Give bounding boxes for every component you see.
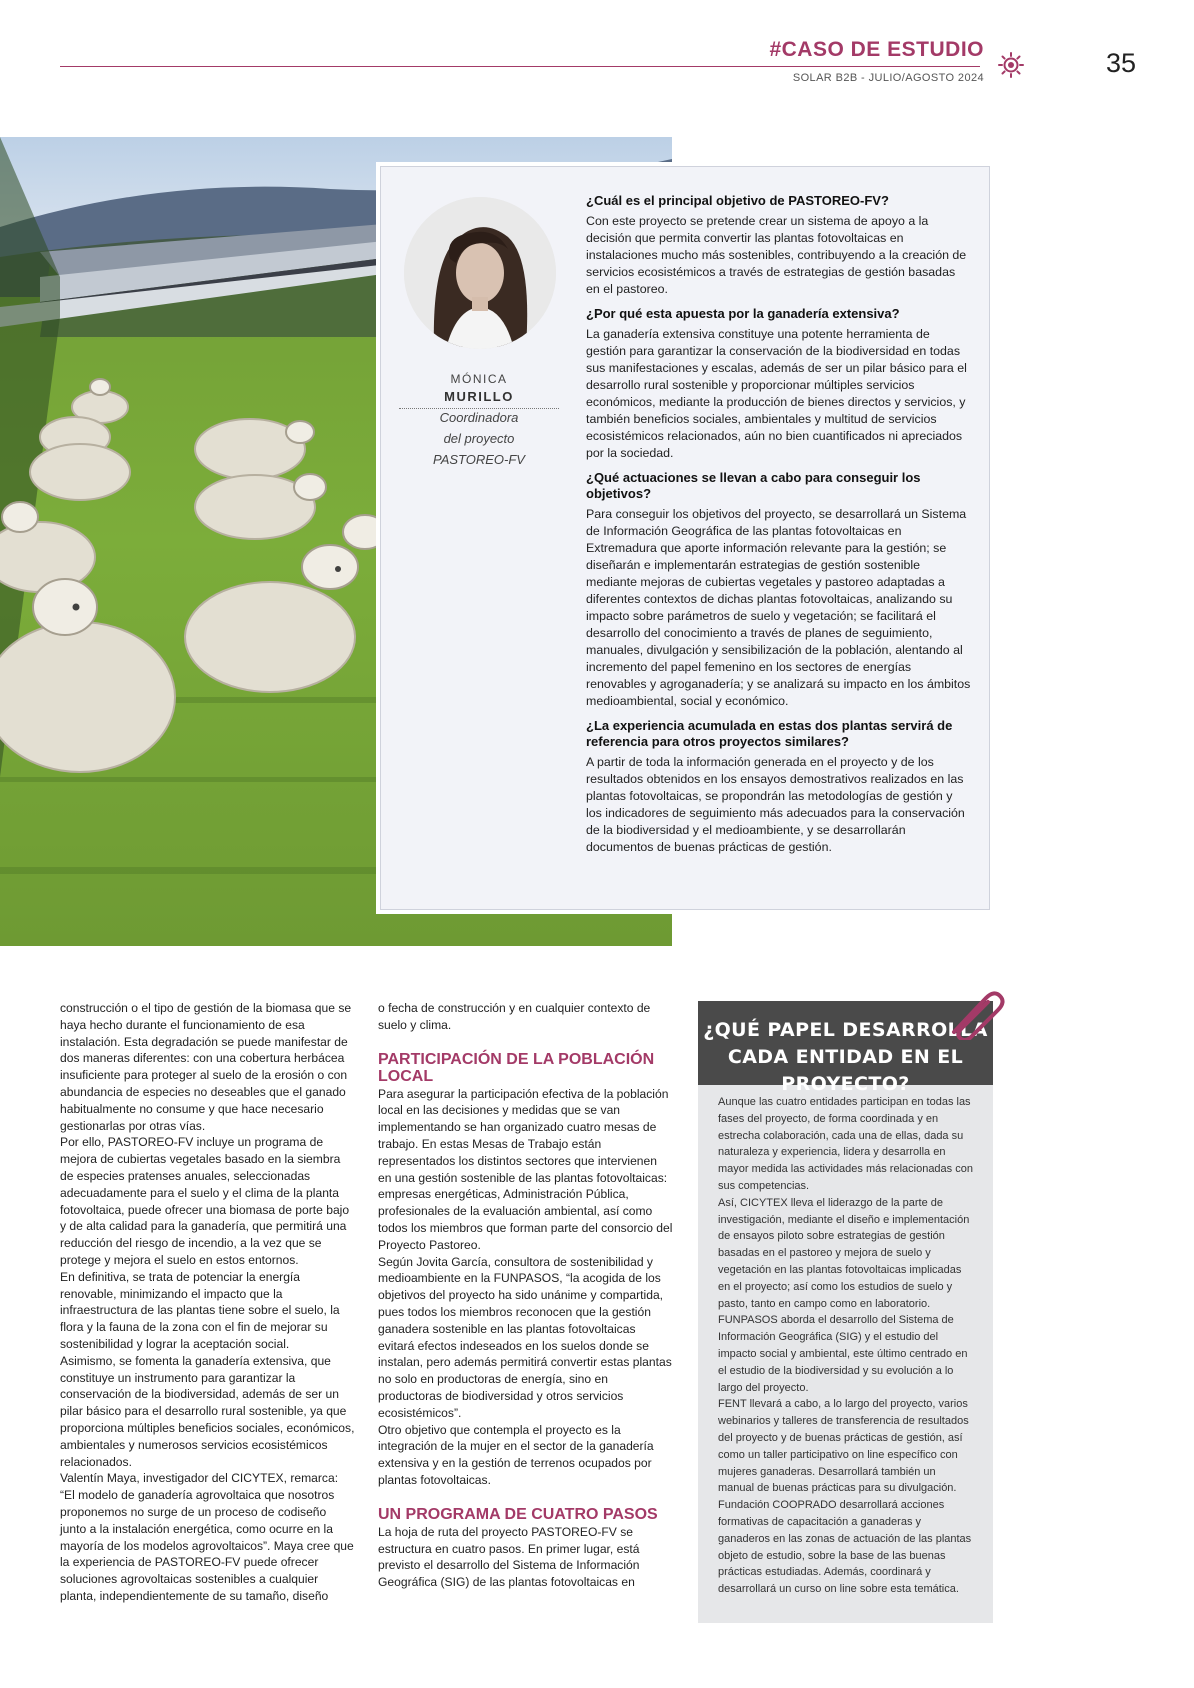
qa-answer: Con este proyecto se pretende crear un sistema de apoyo a la decisión que permita convertir las plantas fotovoltaicas en instalaciones mucho más sostenibles, contribuyendo a la creación de servicios ecosistémicos a través de estrategias de gestión basadas en el pastoreo. bbox=[586, 214, 967, 296]
sidebar-title-line: CADA ENTIDAD EN EL PROYECTO? bbox=[727, 1046, 964, 1095]
article-paragraph: construcción o el tipo de gestión de la biomasa que se haya hecho durante el funcionamiento de esa instalación. Esta degradación se puede manifestar de dos maneras diferentes: con una cobertura herbácea insuficiente para proteger al suelo de la erosión o con abundancia de especies no deseables que el ganado habitualmente no consume y que hace necesario gestionarlas por otras vías. bbox=[60, 1001, 352, 1133]
article-column-left bbox=[60, 1000, 355, 1605]
person-last-name: MURILLO bbox=[444, 389, 514, 404]
article-paragraph: La hoja de ruta del proyecto PASTOREO-FV se estructura en cuatro pasos. En primer lugar, está previsto el desarrollo del Sistema de Información Geográfica (SIG) de las plantas fotovoltaicas en bbox=[378, 1524, 640, 1590]
qa-answer: Para conseguir los objetivos del proyecto, se desarrollará un Sistema de Información Geográfica de las plantas fotovoltaicas en Extremadura que aporte información relevante para la gestión; se diseñarán e implementarán estrategias de gestión sostenible mediante mejoras de cubiertas vegetales y pastoreo adaptadas a diferentes contextos de dichas plantas fotovoltaicas, analizando su impacto sobre parámetros de suelo y vegetación; se facilitará el desarrollo del conocimiento a través de planes de seguimiento, manuales, divulgación y sensibilización de la población, alentando al incremento del papel femenino en los sectores de energías renovables y agroganadería; y se analizará su impacto en los ámbitos medioambiental, social y económico. bbox=[586, 507, 971, 708]
person-role bbox=[399, 407, 559, 470]
qa-question: ¿Cuál es el principal objetivo de PASTOREO-FV? bbox=[586, 193, 889, 208]
portrait-avatar bbox=[404, 197, 556, 349]
article-paragraph: Según Jovita García, consultora de sostenibilidad y medioambiente en la FUNPASOS, “la acogida de los objetivos del proyecto ha sido unánime y compartida, pues todos los miembros reconocen que la gestión ganadera sostenible en las plantas fotovoltaicas evitará efectos indeseados en los suelos donde se instalan, pero además permitirá convertir estas plantas no solo en productoras de energía, sino en productoras de biodiversidad y otros servicios ecosistémicos”. bbox=[378, 1254, 672, 1420]
article-paragraph: Valentín Maya, investigador del CICYTEX, remarca: “El modelo de ganadería agrovoltaica que nosotros proponemos no surge de un proceso de codiseño junto a la instalación energética, como ocurre en la mayoría de los modelos agrovoltaicos”. Maya cree que la experiencia de PASTOREO-FV puede ofrecer soluciones agrovoltaicas sostenibles a cualquier planta, independientemente de su tamaño, diseño bbox=[60, 1471, 354, 1603]
sidebar-paragraph: Aunque las cuatro entidades participan en todas las fases del proyecto, de forma coordinada y en estrecha colaboración, cada una de ellas, dada su naturaleza y experiencia, lidera y desarrolla en mayor medida las actividades más relacionadas con sus competencias. bbox=[718, 1096, 973, 1192]
sidebar-paragraph: Fundación COOPRADO desarrollará acciones formativas de capacitación a ganaderas y ganaderos en las zonas de actuación de las plantas objeto de estudio, sobre la base de las buenas prácticas estudiadas. Además, coordinará y desarrollará un curso on line sobre esta temática. bbox=[718, 1499, 972, 1596]
subheading-programa: UN PROGRAMA DE CUATRO PASOS bbox=[378, 1505, 658, 1523]
person-first-name: MÓNICA bbox=[450, 372, 508, 386]
qa-question: ¿La experiencia acumulada en estas dos plantas servirá de referencia para otros proyectos similares? bbox=[586, 718, 953, 749]
article-paragraph: Para asegurar la participación efectiva de la población local en las decisiones y medidas que se van implementando se han organizado cuatro mesas de trabajo. En estas Mesas de Trabajo están representados los distintos sectores que intervienen en una gestión sostenible de las plantas fotovoltaicas: empresas energéticas, Administración Pública, profesionales de la evaluación ambiental, así como todos los miembros que forman parte del consorcio del Proyecto Pastoreo. bbox=[378, 1086, 673, 1252]
person-role-line: PASTOREO-FV bbox=[433, 452, 525, 467]
qa-column bbox=[586, 193, 971, 864]
sidebar-paragraph: FUNPASOS aborda el desarrollo del Sistema de Información Geográfica (SIG) y el estudio del impacto social y ambiental, este último centrado en el estudio de la biodiversidad y su evolución a lo largo del proyecto. bbox=[718, 1314, 968, 1394]
header-rule bbox=[60, 66, 980, 67]
issue-line: SOLAR B2B - JULIO/AGOSTO 2024 bbox=[792, 72, 984, 84]
sidebar-title-line: ¿QUÉ PAPEL DESARROLLA bbox=[703, 1019, 988, 1041]
qa-answer: A partir de toda la información generada en el proyecto y de los resultados obtenidos en los ensayos demostrativos realizados en las plantas fotovoltaicas, se propondrán las metodologías de gestión y los indicadores de seguimiento más adecuados para la conservación de la biodiversidad y el medioambiente, y se desarrollarán documentos de buenas prácticas de gestión. bbox=[586, 755, 965, 854]
person-role-line: del proyecto bbox=[443, 431, 515, 446]
section-tag: #CASO DE ESTUDIO bbox=[769, 38, 984, 61]
subheading-participacion: PARTICIPACIÓN DE LA POBLACIÓN LOCAL bbox=[378, 1050, 655, 1085]
sidebar-paragraph: FENT llevará a cabo, a lo largo del proyecto, varios webinarios y talleres de transferencia de resultados del proyecto y de buenas prácticas de gestión, así como un taller participativo on line específico con mujeres ganaderas. Desarrollará también un manual de buenas prácticas para su divulgación. bbox=[718, 1398, 969, 1495]
article-column-middle bbox=[378, 1000, 673, 1591]
paperclip-icon bbox=[946, 988, 1006, 1040]
interview-box bbox=[380, 166, 990, 910]
article-paragraph: En definitiva, se trata de potenciar la energía renovable, minimizando el impacto que la infraestructura de las plantas tiene sobre el suelo, la flora y la fauna de la zona con el fin de mejorar su sostenibilidad y lograr la aceptación social. bbox=[60, 1269, 340, 1351]
page-number: 35 bbox=[1106, 48, 1137, 78]
article-paragraph: Por ello, PASTOREO-FV incluye un programa de mejora de cubiertas vegetales basado en la siembra de especies pratenses anuales, seleccionadas adecuadamente para el suelo y el clima de la planta fotovoltaica, puede ofrecer una biomasa de porte bajo y de alta calidad para la ganadería, que permitirá una reducción del riesgo de incendio, a la vez que se protege y mejora el suelo en estos entornos. bbox=[60, 1135, 350, 1267]
article-paragraph: Otro objetivo que contempla el proyecto es la integración de la mujer en el sector de la ganadería extensiva y en la gestión de terrenos ocupados por plantas fotovoltaicas. bbox=[378, 1422, 654, 1487]
person-role-line: Coordinadora bbox=[439, 410, 519, 425]
sidebar-body bbox=[698, 1085, 993, 1598]
sidebar-paragraph: Así, CICYTEX lleva el liderazgo de la parte de investigación, mediante el diseño e implementación de ensayos piloto sobre estrategias de gestión basadas en el pastoreo y mejora de suelo y vegetación en las plantas fotovoltaicas implicadas en el proyecto; así como los estudios de suelo y pasto, tanto en campo como en laboratorio. bbox=[718, 1196, 970, 1310]
article-paragraph: Asimismo, se fomenta la ganadería extensiva, que constituye un instrumento para garantizar la conservación de la biodiversidad, además de ser un pilar básico para el desarrollo rural sostenible, ya que proporciona múltiples beneficios sociales, económicos, ambientales y numerosos servicios ecosistémicos relacionados. bbox=[60, 1353, 355, 1469]
qa-question: ¿Qué actuaciones se llevan a cabo para conseguir los objetivos? bbox=[586, 470, 921, 501]
sun-icon bbox=[998, 52, 1024, 78]
qa-question: ¿Por qué esta apuesta por la ganadería extensiva? bbox=[586, 306, 900, 321]
qa-answer: La ganadería extensiva constituye una potente herramienta de gestión para garantizar la conservación de la biodiversidad en todas sus manifestaciones y escalas, además de ser un pilar básico para el desarrollo rural sostenible y proporcionar múltiples servicios económicos, mediante la producción de bienes directos y servicios, y también beneficios sociales, ambientales y multitud de servicios ecosistémicos relacionados, aún no bien cuantificados ni apreciados por la sociedad. bbox=[586, 327, 967, 460]
sidebar-box bbox=[698, 1001, 993, 1623]
article-paragraph: o fecha de construcción y en cualquier contexto de suelo y clima. bbox=[378, 1001, 651, 1032]
